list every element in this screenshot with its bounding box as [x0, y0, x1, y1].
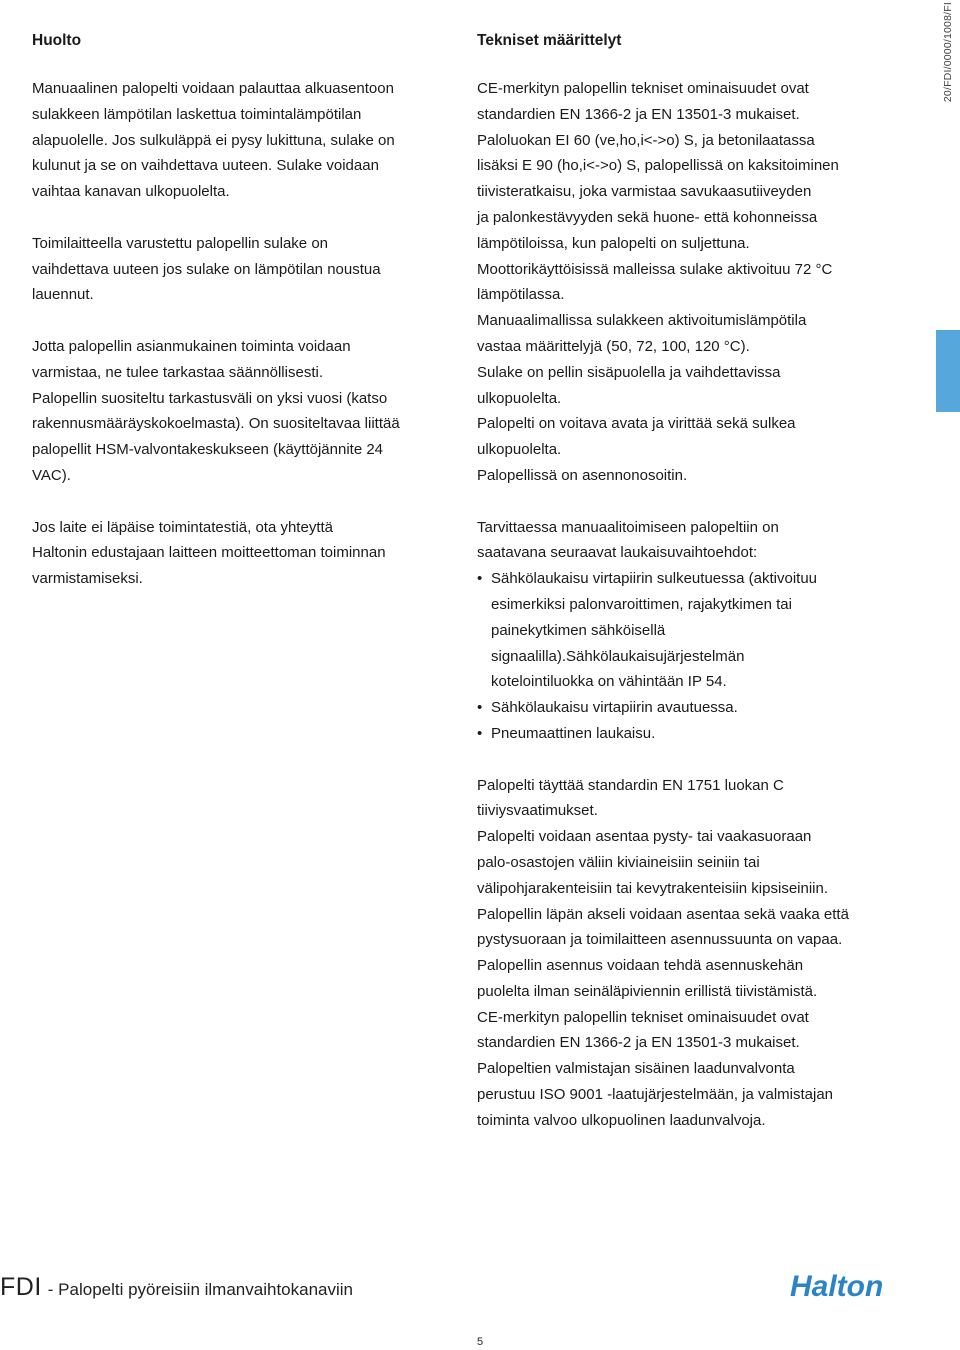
maintenance-heading: Huolto: [32, 32, 82, 49]
product-description: - Palopelti pyöreisiin ilmanvaihtokanaviin: [47, 1280, 353, 1299]
document-code: 20/FDI/0000/1008/FI: [942, 2, 954, 103]
paragraph: Manuaalinen palopelti voidaan palauttaa alkuasentoon sulakkeen lämpötilan laskettua toimintalämpötilan alapuolelle. Jos sulkuläppä ei pysy lukittuna, sulake on kulunut ja se on vaihdettava uuteen. Sulake voidaan vaihtaa kanavan ulkopuolelta.: [32, 80, 395, 201]
list-item: • Sähkölaukaisu virtapiirin avautuessa.: [477, 695, 897, 721]
trigger-options-list: [477, 566, 897, 747]
product-code: FDI: [0, 1273, 42, 1301]
paragraph: Jotta palopellin asianmukainen toiminta voidaan varmistaa, ne tulee tarkastaa säännöllisesti. Palopellin suositeltu tarkastusväli on yksi vuosi (katso rakennusmääräyskokoelmasta). On suositeltavaa liittää palopellit HSM-valvontakeskukseen (käyttöjännite 24 VAC).: [32, 337, 400, 484]
specifications-heading: Tekniset määrittelyt: [477, 32, 622, 49]
paragraph: Palopelti täyttää standardin EN 1751 luokan C tiiviysvaatimukset. Palopelti voidaan asentaa pysty- tai vaakasuoraan palo-osastojen väliin kiviaineisiin seiniin tai välipohjarakenteisiin tai kevytrakenteisiin kipsiseiniin. Palopellin läpän akseli voidaan asentaa sekä vaaka että pystysuoraan ja toimilaitteen asennussuunta on vapaa. Palopellin asennus voidaan tehdä asennuskehän puolelta ilman seinäläpiviennin erillistä tiivistämistä. CE-merkityn palopellin tekniset ominaisuudet ovat standardien EN 1366-2 ja EN 13501-3 mukaiset. Palopeltien valmistajan sisäinen laadunvalvonta perustuu ISO 9001 -laatujärjestelmään, ja valmistajan toiminta valvoo ulkopuolinen laadunvalvoja.: [477, 776, 849, 1129]
paragraph: CE-merkityn palopellin tekniset ominaisuudet ovat standardien EN 1366-2 ja EN 13501-3 mukaiset. Paloluokan EI 60 (ve,ho,i<->o) S, ja betonilaatassa lisäksi E 90 (ho,i<->o) S, palopellissä on kaksitoiminen tiivisteratkaisu, joka varmistaa savukaasutiiveyden ja palonkestävyyden sekä huone- että kohonneissa lämpötiloissa, kun palopelti on suljettuna. Moottorikäyttöisissä malleissa sulake aktivoituu 72 °C lämpötilassa. Manuaalimallissa sulakkeen aktivoitumislämpötila vastaa määrittelyjä (50, 72, 100, 120 °C). Sulake on pellin sisäpuolella ja vaihdettavissa ulkopuolelta. Palopelti on voitava avata ja virittää sekä sulkea ulkopuolelta. Palopellissä on asennonosoitin.: [477, 80, 839, 484]
paragraph: Toimilaitteella varustettu palopellin sulake on vaihdettava uuteen jos sulake on lämpötilan noustua lauennut.: [32, 234, 381, 304]
list-item: • Pneumaattinen laukaisu.: [477, 721, 897, 747]
footer: [0, 1273, 353, 1302]
paragraph: Jos laite ei läpäise toimintatestiä, ota yhteyttä Haltonin edustajaan laitteen moitteettoman toiminnan varmistamiseksi.: [32, 518, 386, 588]
specifications-column: [477, 28, 897, 1134]
svg-text:Halton: Halton: [790, 1270, 884, 1303]
halton-logo: [788, 1267, 910, 1303]
page-number: 5: [476, 1336, 484, 1348]
maintenance-column: [32, 28, 442, 592]
list-item: • Sähkölaukaisu virtapiirin sulkeutuessa (aktivoituu esimerkiksi palonvaroittimen, rajakytkimen tai painekytkimen sähköisellä signaalilla).Sähkölaukaisujärjestelmän kotelointiluokka on vähintään IP 54.: [477, 566, 897, 695]
section-tab: [936, 330, 960, 412]
paragraph: Tarvittaessa manuaalitoimiseen palopeltiin on saatavana seuraavat laukaisuvaihtoehdot:: [477, 518, 779, 562]
